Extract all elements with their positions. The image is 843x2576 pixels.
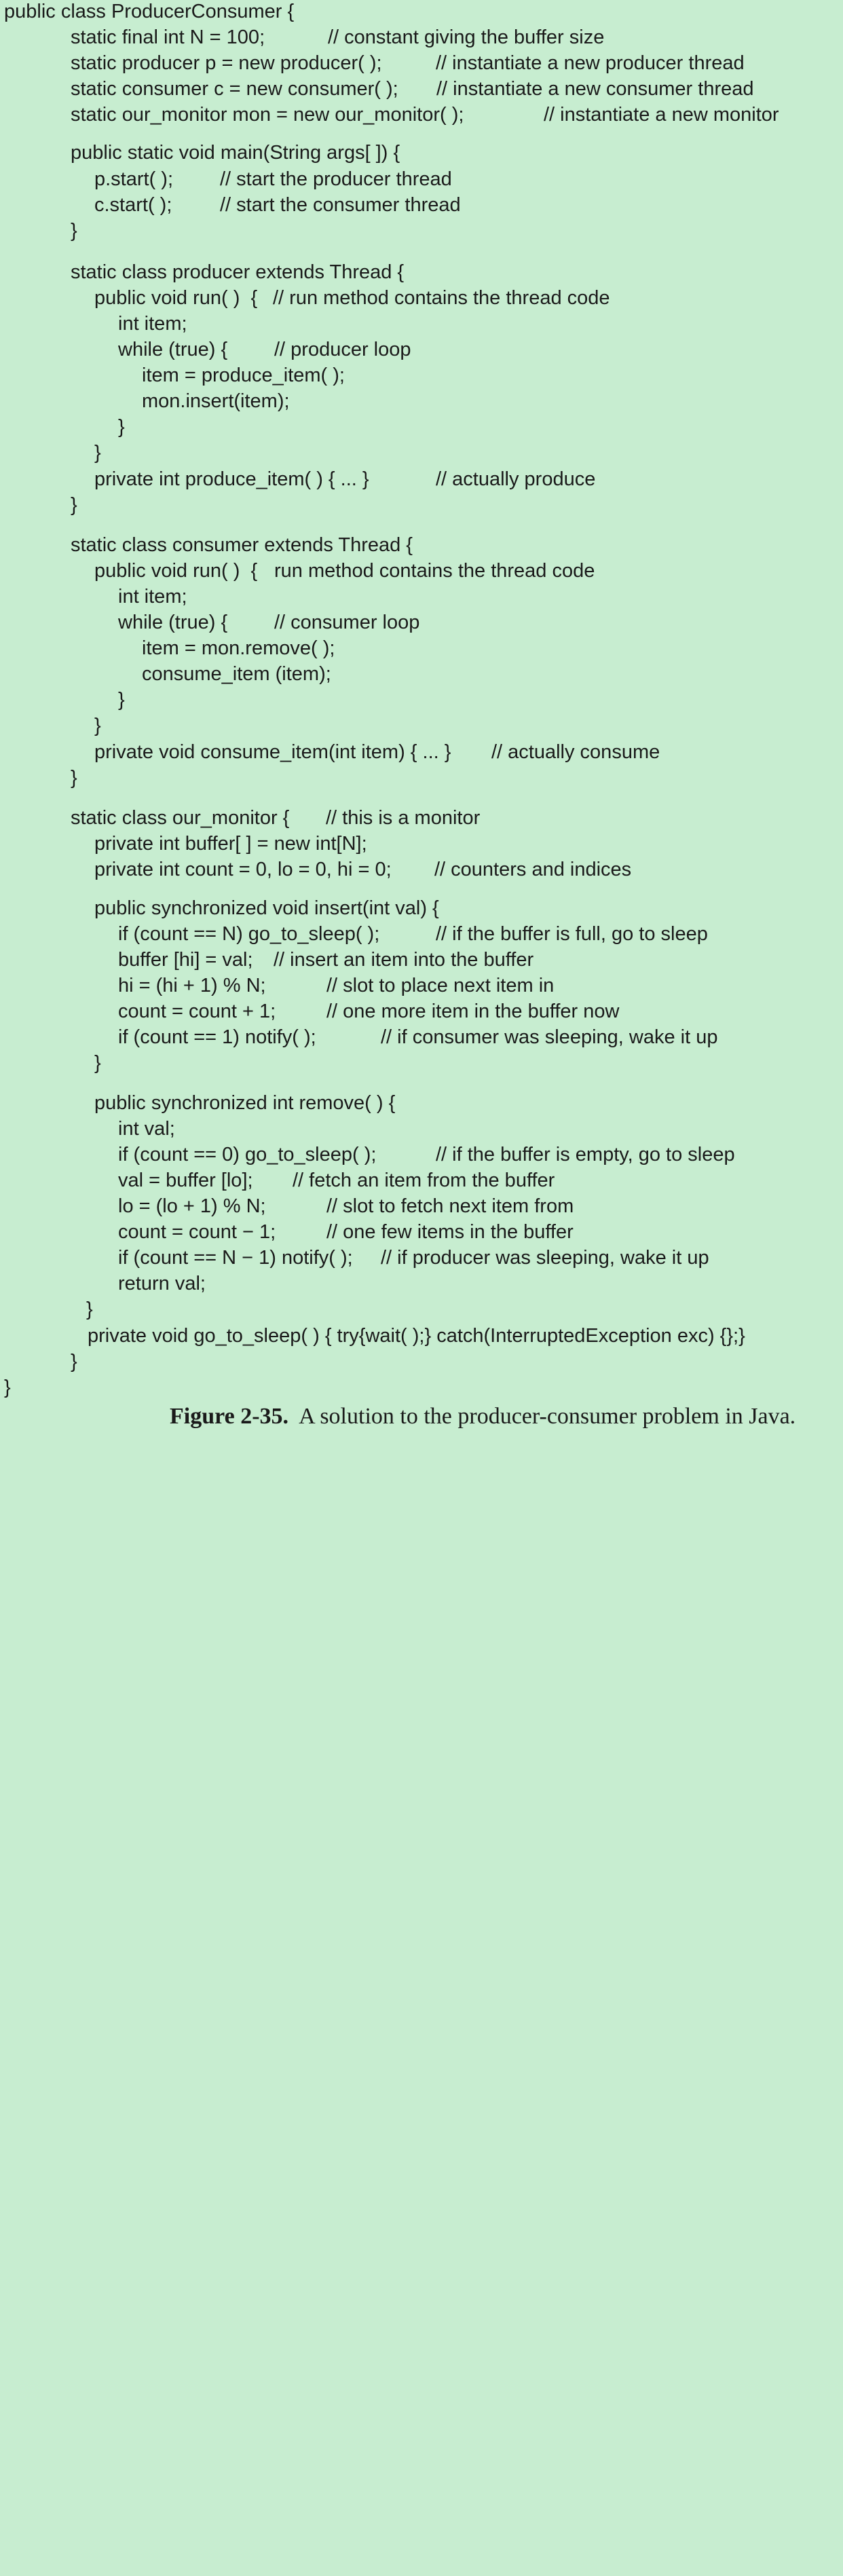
code-comment: // insert an item into the buffer — [274, 949, 534, 971]
code-comment: // if the buffer is empty, go to sleep — [436, 1144, 735, 1165]
code-comment: // consumer loop — [274, 612, 420, 633]
code-line: buffer [hi] = val; — [118, 949, 253, 971]
code-line: public void run( ) { — [94, 560, 258, 582]
code-line: public synchronized int remove( ) { — [94, 1092, 396, 1114]
code-line: lo = (lo + 1) % N; — [118, 1195, 266, 1217]
code-comment: // one few items in the buffer — [326, 1221, 574, 1243]
code-comment: // if producer was sleeping, wake it up — [381, 1247, 709, 1269]
code-line: public void run( ) { — [94, 287, 258, 309]
code-line: if (count == N − 1) notify( ); — [118, 1247, 353, 1269]
code-comment: // if the buffer is full, go to sleep — [436, 923, 708, 945]
code-line: private int count = 0, lo = 0, hi = 0; — [94, 859, 392, 880]
code-line: } — [118, 689, 125, 711]
code-line: static final int N = 100; — [71, 26, 265, 48]
code-line: } — [71, 1351, 77, 1373]
code-line: count = count − 1; — [118, 1221, 276, 1243]
code-comment: // slot to fetch next item from — [326, 1195, 574, 1217]
code-comment: // if consumer was sleeping, wake it up — [381, 1026, 718, 1048]
code-line: while (true) { — [118, 339, 228, 360]
code-comment: run method contains the thread code — [274, 560, 595, 582]
caption-gap — [288, 1404, 299, 1429]
figure-caption — [170, 1402, 795, 1431]
code-line: while (true) { — [118, 612, 228, 633]
code-line: public static void main(String args[ ]) { — [71, 142, 400, 164]
code-comment: // constant giving the buffer size — [328, 26, 605, 48]
code-line: public class ProducerConsumer { — [4, 1, 295, 22]
code-line: private void consume_item(int item) { ... } — [94, 741, 451, 763]
code-comment: // actually produce — [436, 468, 596, 490]
caption-text: A solution to the producer-consumer problem in Java. — [299, 1404, 796, 1429]
code-line: static consumer c = new consumer( ); — [71, 78, 398, 100]
code-line: hi = (hi + 1) % N; — [118, 975, 266, 996]
code-comment: // run method contains the thread code — [273, 287, 610, 309]
code-line: private int buffer[ ] = new int[N]; — [94, 833, 367, 855]
code-line: if (count == 1) notify( ); — [118, 1026, 316, 1048]
code-line: item = produce_item( ); — [142, 365, 345, 386]
code-line: count = count + 1; — [118, 1001, 276, 1022]
code-line: static class consumer extends Thread { — [71, 534, 413, 556]
code-comment: // start the producer thread — [220, 168, 452, 190]
code-line: consume_item (item); — [142, 663, 331, 685]
code-line: } — [71, 767, 77, 789]
code-line: return val; — [118, 1273, 206, 1294]
code-line: int item; — [118, 313, 187, 335]
code-line: int item; — [118, 586, 187, 608]
code-line: int val; — [118, 1118, 175, 1140]
code-line: } — [71, 494, 77, 516]
code-line: mon.insert(item); — [142, 390, 290, 412]
code-line: } — [71, 220, 77, 242]
code-comment: // actually consume — [491, 741, 660, 763]
code-line: item = mon.remove( ); — [142, 637, 335, 659]
code-line: static producer p = new producer( ); — [71, 52, 382, 74]
code-line: c.start( ); — [94, 194, 172, 216]
code-line: } — [94, 442, 101, 464]
code-line: p.start( ); — [94, 168, 174, 190]
code-comment: // fetch an item from the buffer — [293, 1170, 555, 1191]
code-line: } — [4, 1377, 11, 1398]
code-comment: // this is a monitor — [326, 807, 481, 829]
code-line: if (count == 0) go_to_sleep( ); — [118, 1144, 377, 1165]
code-comment: // instantiate a new consumer thread — [436, 78, 754, 100]
code-comment: // producer loop — [274, 339, 411, 360]
code-comment: // one more item in the buffer now — [326, 1001, 620, 1022]
code-comment: // instantiate a new producer thread — [436, 52, 745, 74]
code-line: } — [94, 715, 101, 736]
code-comment: // instantiate a new monitor — [544, 104, 779, 126]
code-line: if (count == N) go_to_sleep( ); — [118, 923, 380, 945]
figure-number: Figure 2-35. — [170, 1404, 289, 1429]
code-line: static class our_monitor { — [71, 807, 290, 829]
code-line: private void go_to_sleep( ) { try{wait( );} catch(InterruptedException exc) {};} — [88, 1325, 745, 1347]
code-line: static class producer extends Thread { — [71, 261, 405, 283]
code-line: } — [118, 416, 125, 438]
code-line: } — [86, 1299, 93, 1320]
code-comment: // slot to place next item in — [326, 975, 555, 996]
code-line: public synchronized void insert(int val) { — [94, 897, 439, 919]
code-line: } — [94, 1052, 101, 1074]
code-line: val = buffer [lo]; — [118, 1170, 253, 1191]
code-line: private int produce_item( ) { ... } — [94, 468, 369, 490]
code-line: static our_monitor mon = new our_monitor( ); — [71, 104, 464, 126]
code-comment: // counters and indices — [434, 859, 632, 880]
code-comment: // start the consumer thread — [220, 194, 461, 216]
